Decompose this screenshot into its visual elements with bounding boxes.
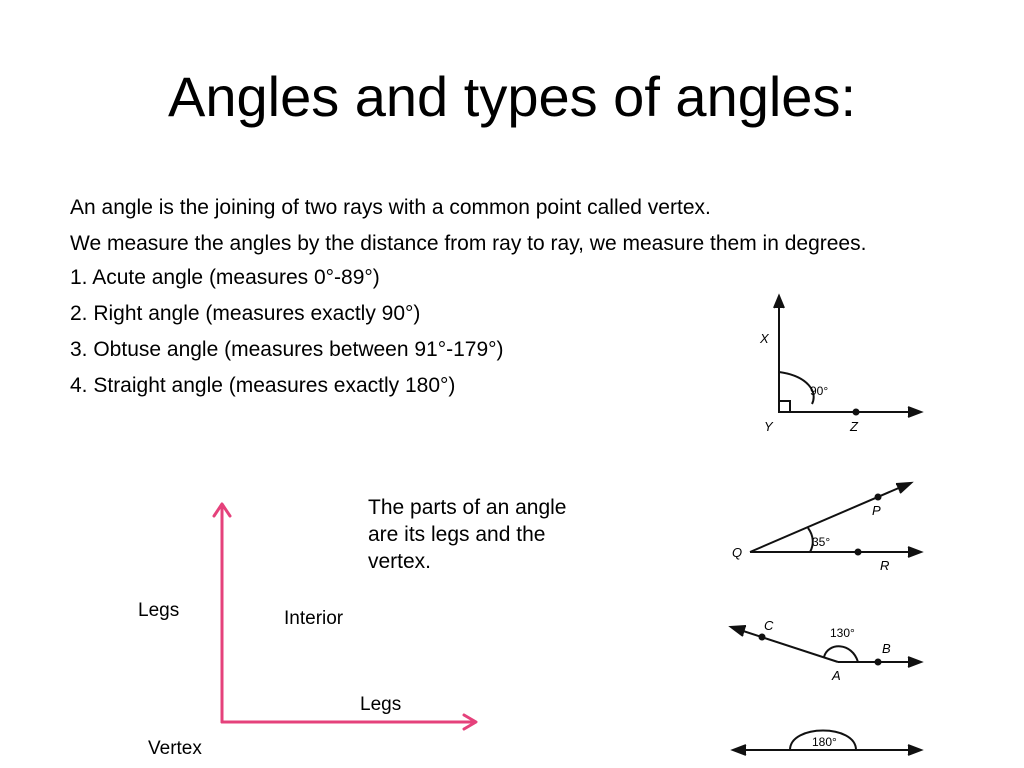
paragraph-measure: We measure the angles by the distance from ray to ray, we measure them in degrees. — [70, 232, 867, 255]
acute-arrowhead-lower — [908, 547, 921, 557]
obtuse-label-a: A — [832, 668, 841, 683]
right-angle-arrowhead-up — [774, 296, 784, 308]
obtuse-arrowhead-left — [731, 626, 746, 636]
point-c — [760, 635, 765, 640]
vertex-label: Vertex — [148, 738, 202, 759]
obtuse-label-b: B — [882, 641, 891, 656]
point-b — [876, 660, 881, 665]
point-z — [854, 410, 859, 415]
parts-angle-diagram — [214, 504, 476, 729]
interior-label: Interior — [284, 608, 344, 629]
acute-label-q: Q — [732, 545, 743, 560]
list-item-acute: 1. Acute angle (measures 0°-89°) — [70, 266, 380, 289]
point-p — [876, 495, 881, 500]
legs-label-top: Legs — [138, 600, 180, 621]
right-angle-marker — [779, 401, 790, 412]
obtuse-label-c: C — [764, 618, 774, 633]
list-item-straight: 4. Straight angle (measures exactly 180°) — [70, 374, 456, 397]
acute-label-r: R — [880, 558, 890, 573]
obtuse-ray-left — [734, 628, 838, 662]
acute-angle-example — [750, 483, 921, 557]
straight-measure: 180° — [812, 735, 837, 749]
right-measure: 90° — [810, 384, 829, 398]
parts-note: The parts of an angle are its legs and the vertex. — [368, 496, 567, 573]
obtuse-arrowhead-right — [908, 657, 921, 667]
straight-arrowhead-left — [733, 745, 746, 755]
right-label-y: Y — [764, 419, 773, 434]
point-r — [856, 550, 861, 555]
right-angle-arrowhead-right — [908, 407, 921, 417]
legs-label-bottom: Legs — [360, 694, 402, 715]
paragraph-definition: An angle is the joining of two rays with a common point called vertex. — [70, 196, 711, 219]
right-angle-example — [774, 296, 921, 417]
list-item-obtuse: 3. Obtuse angle (measures between 91°-179°) — [70, 338, 504, 361]
slide-title: Angles and types of angles: — [167, 65, 857, 128]
obtuse-angle-example — [731, 626, 921, 667]
straight-arrowhead-right — [908, 745, 921, 755]
acute-measure: 35° — [812, 535, 831, 549]
acute-arrowhead-upper — [896, 483, 911, 493]
right-label-z: Z — [850, 419, 858, 434]
acute-label-p: P — [872, 503, 881, 518]
right-angle-arc — [779, 372, 814, 404]
list-item-right: 2. Right angle (measures exactly 90°) — [70, 302, 421, 325]
right-label-x: X — [760, 331, 769, 346]
obtuse-measure: 130° — [830, 626, 855, 640]
